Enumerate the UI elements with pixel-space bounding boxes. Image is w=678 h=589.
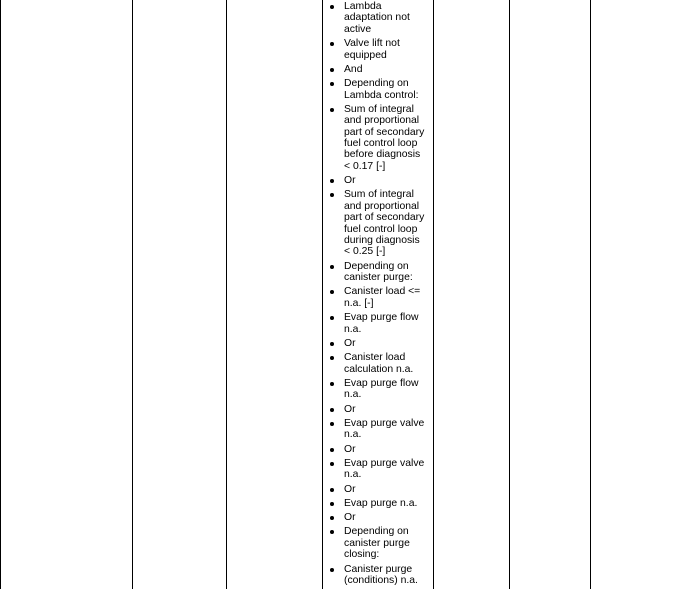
- list-item: Or: [323, 484, 433, 495]
- table-cell-col-1: [1, 0, 133, 589]
- list-item: Or: [323, 175, 433, 186]
- list-item: Valve lift not equipped: [323, 38, 433, 61]
- table-cell-col-5: [434, 0, 510, 589]
- table-cell-col-7: [591, 0, 678, 589]
- list-item: Sum of integral and proportional part of secondary fuel control loop during diagnosis < 0.25 [-]: [323, 189, 433, 257]
- list-item: Canister purge (conditions) n.a.: [323, 564, 433, 587]
- list-item: Evap purge n.a.: [323, 498, 433, 509]
- list-item: And: [323, 64, 433, 75]
- list-item: Evap purge flow n.a.: [323, 312, 433, 335]
- table-row: [1, 0, 678, 589]
- list-item: Depending on canister purge:: [323, 261, 433, 284]
- list-item: Or: [323, 338, 433, 349]
- table-cell-col-3: [227, 0, 323, 589]
- list-item: Evap purge valve n.a.: [323, 418, 433, 441]
- list-item: Sum of integral and proportional part of secondary fuel control loop before diagnosis < 0.17 [-]: [323, 104, 433, 172]
- list-item: Canister load <= n.a. [-]: [323, 286, 433, 309]
- enable-conditions-cell: [323, 0, 434, 589]
- list-item: Depending on Lambda control:: [323, 78, 433, 101]
- table-cell-col-2: [133, 0, 227, 589]
- enable-conditions-list: [323, 0, 433, 586]
- list-item: Depending on canister purge closing:: [323, 526, 433, 560]
- list-item: Evap purge flow n.a.: [323, 378, 433, 401]
- list-item: Evap purge valve n.a.: [323, 458, 433, 481]
- list-item: Canister load calculation n.a.: [323, 352, 433, 375]
- list-item: Lambda adaptation not active: [323, 1, 433, 35]
- list-item: Or: [323, 512, 433, 523]
- table-cell-col-6: [510, 0, 591, 589]
- list-item: Or: [323, 444, 433, 455]
- list-item: Or: [323, 404, 433, 415]
